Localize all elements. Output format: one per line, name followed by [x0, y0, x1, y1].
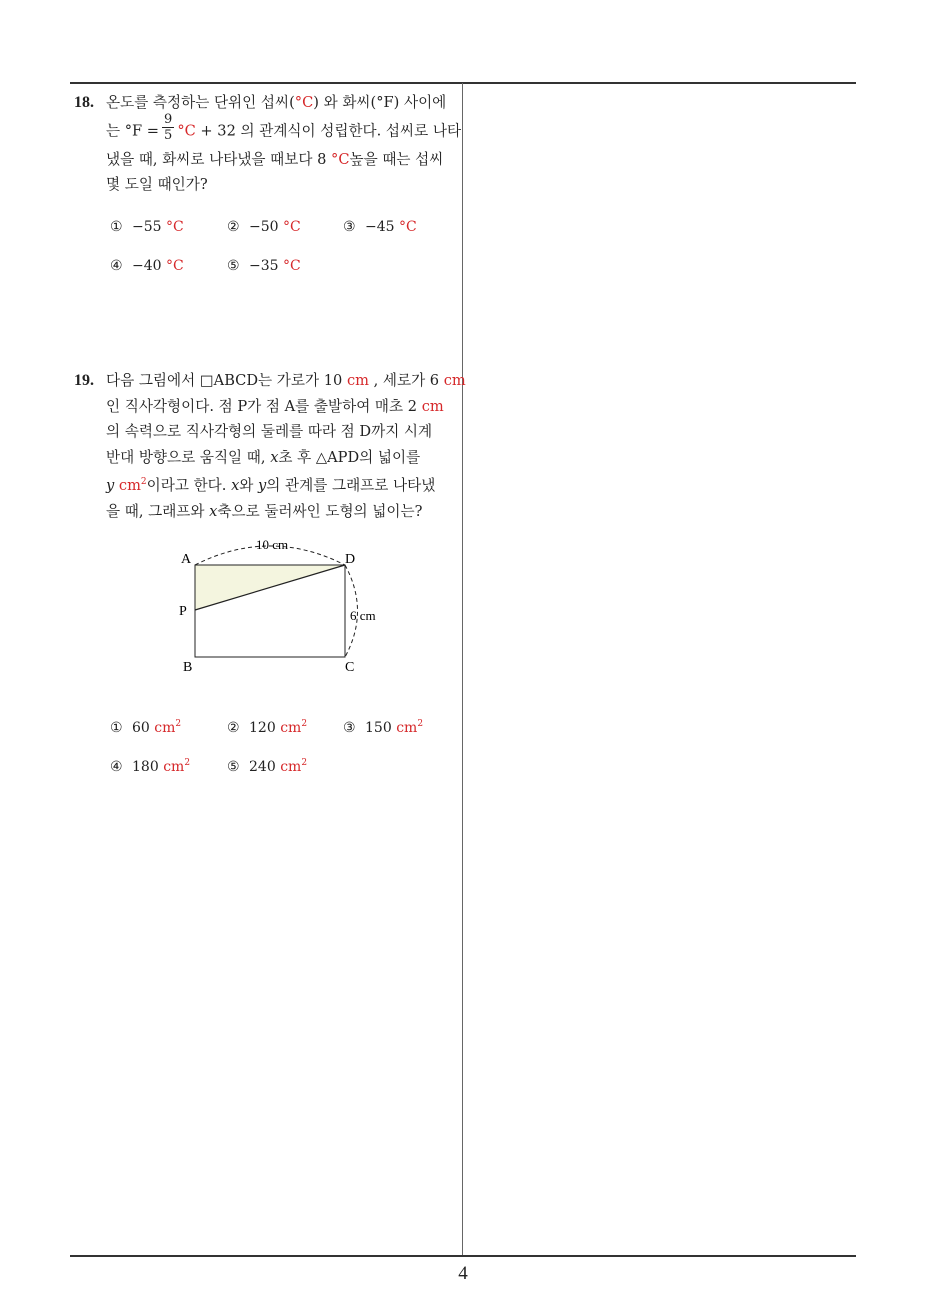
choice-4[interactable] — [110, 758, 190, 775]
choice-value: 240 — [249, 759, 276, 775]
q18-text: 냈을 때, 화씨로 나타냈을 때보다 8 — [106, 150, 327, 168]
choice-2[interactable] — [227, 219, 301, 235]
variable-x: x — [209, 502, 218, 520]
q18-line-2 — [74, 111, 462, 147]
q18-text: 는 °F = — [106, 122, 160, 140]
choice-mark: ⑤ — [227, 759, 240, 775]
label-d: D — [345, 552, 356, 567]
q19-line-6 — [74, 499, 458, 525]
choice-unit-exponent: 2 — [175, 719, 182, 729]
choice-unit: cm — [396, 720, 418, 736]
choice-unit: °C — [283, 219, 301, 235]
q19-text: 초 후 △APD의 넓이를 — [278, 448, 421, 466]
question-18 — [74, 90, 462, 198]
unit-cm: cm — [346, 372, 369, 389]
choice-mark: ④ — [110, 258, 123, 274]
q19-text: 와 — [239, 477, 254, 495]
choice-unit-exponent: 2 — [417, 719, 424, 729]
q18-text: 높을 때는 섭씨 — [349, 150, 444, 168]
unit-exponent: 2 — [140, 477, 147, 488]
choice-unit: °C — [399, 219, 417, 235]
q19-text: 반대 방향으로 움직일 때, — [106, 448, 266, 466]
header-rule — [70, 82, 856, 84]
unit-celsius: °C — [177, 122, 196, 140]
choice-unit: °C — [166, 219, 184, 235]
choice-value: −40 — [132, 258, 162, 274]
question-19 — [74, 368, 466, 525]
choice-value: 150 — [365, 720, 392, 736]
q19-text: 축으로 둘러싸인 도형의 넓이는? — [217, 502, 423, 520]
label-top-length: 10 cm — [256, 537, 289, 552]
q18-line-3 — [74, 147, 458, 173]
q19-line-4 — [74, 445, 458, 471]
choice-unit: °C — [283, 258, 301, 274]
fraction-9-5 — [162, 112, 174, 143]
choice-unit: cm — [280, 759, 302, 775]
q18-line-1 — [74, 90, 458, 116]
unit-cm: cm — [443, 372, 466, 389]
choice-mark: ③ — [343, 219, 356, 235]
q19-text: 이라고 한다. — [146, 477, 227, 495]
choice-value: −50 — [249, 219, 279, 235]
footer-rule — [70, 1255, 856, 1257]
choice-unit: cm — [154, 720, 176, 736]
q19-text: 인 직사각형이다. 점 P가 점 A를 출발하여 매초 2 — [106, 397, 418, 415]
q19-line-2 — [74, 394, 458, 420]
variable-x: x — [231, 477, 240, 495]
question-number: 19. — [74, 372, 94, 389]
choice-mark: ② — [227, 720, 240, 736]
q19-line-3: 의 속력으로 직사각형의 둘레를 따라 점 D까지 시계 — [106, 423, 433, 441]
choice-unit: cm — [280, 720, 302, 736]
rectangle-figure — [170, 535, 380, 685]
variable-y: y — [106, 477, 115, 495]
q19-line-1 — [74, 368, 466, 394]
choice-unit-exponent: 2 — [301, 719, 308, 729]
unit-celsius: °C — [294, 94, 314, 111]
q19-line-5 — [74, 470, 458, 499]
choice-3[interactable] — [343, 719, 423, 736]
q19-text: , 세로가 6 — [373, 372, 440, 389]
label-a: A — [181, 552, 192, 567]
choice-unit-exponent: 2 — [301, 758, 308, 768]
choice-mark: ⑤ — [227, 258, 240, 274]
fraction-denominator: 5 — [164, 127, 173, 143]
choice-1[interactable] — [110, 719, 181, 736]
choice-value: 180 — [132, 759, 159, 775]
choice-2[interactable] — [227, 719, 307, 736]
unit-cm: cm — [118, 477, 141, 495]
choice-5[interactable] — [227, 258, 301, 274]
column-divider — [462, 83, 463, 1255]
q18-text: + 32 의 관계식이 성립한다. 섭씨로 나타 — [200, 122, 462, 140]
variable-y: y — [258, 477, 267, 495]
choice-mark: ④ — [110, 759, 123, 775]
q18-line-4: 몇 도일 때인가? — [106, 176, 208, 194]
choice-value: −35 — [249, 258, 279, 274]
label-p: P — [179, 604, 187, 619]
label-c: C — [345, 660, 355, 675]
choice-unit: cm — [163, 759, 185, 775]
choice-3[interactable] — [343, 219, 417, 235]
choice-value: −55 — [132, 219, 162, 235]
choice-unit: °C — [166, 258, 184, 274]
unit-cm: cm — [421, 397, 444, 415]
choice-unit-exponent: 2 — [184, 758, 191, 768]
choice-1[interactable] — [110, 219, 184, 235]
choice-5[interactable] — [227, 758, 307, 775]
choice-value: 60 — [132, 720, 150, 736]
page-number: 4 — [458, 1263, 468, 1284]
choice-value: 120 — [249, 720, 276, 736]
fraction-numerator: 9 — [164, 111, 173, 127]
choice-mark: ③ — [343, 720, 356, 736]
label-side-length: 6 cm — [350, 608, 376, 623]
choice-mark: ② — [227, 219, 240, 235]
q18-text: ) 와 화씨(°F) 사이에 — [313, 94, 447, 111]
choice-mark: ① — [110, 219, 123, 235]
question-number: 18. — [74, 94, 94, 111]
choice-4[interactable] — [110, 258, 184, 274]
variable-x: x — [270, 448, 279, 466]
q19-text: 다음 그림에서 □ABCD는 가로가 10 — [106, 372, 343, 389]
q19-text: 의 관계를 그래프로 나타냈 — [266, 477, 436, 495]
choice-mark: ① — [110, 720, 123, 736]
choice-value: −45 — [365, 219, 395, 235]
unit-celsius: °C — [331, 150, 350, 168]
label-b: B — [183, 660, 193, 675]
q18-text: 온도를 측정하는 단위인 섭씨( — [106, 94, 295, 111]
q19-text: 을 때, 그래프와 — [106, 502, 205, 520]
